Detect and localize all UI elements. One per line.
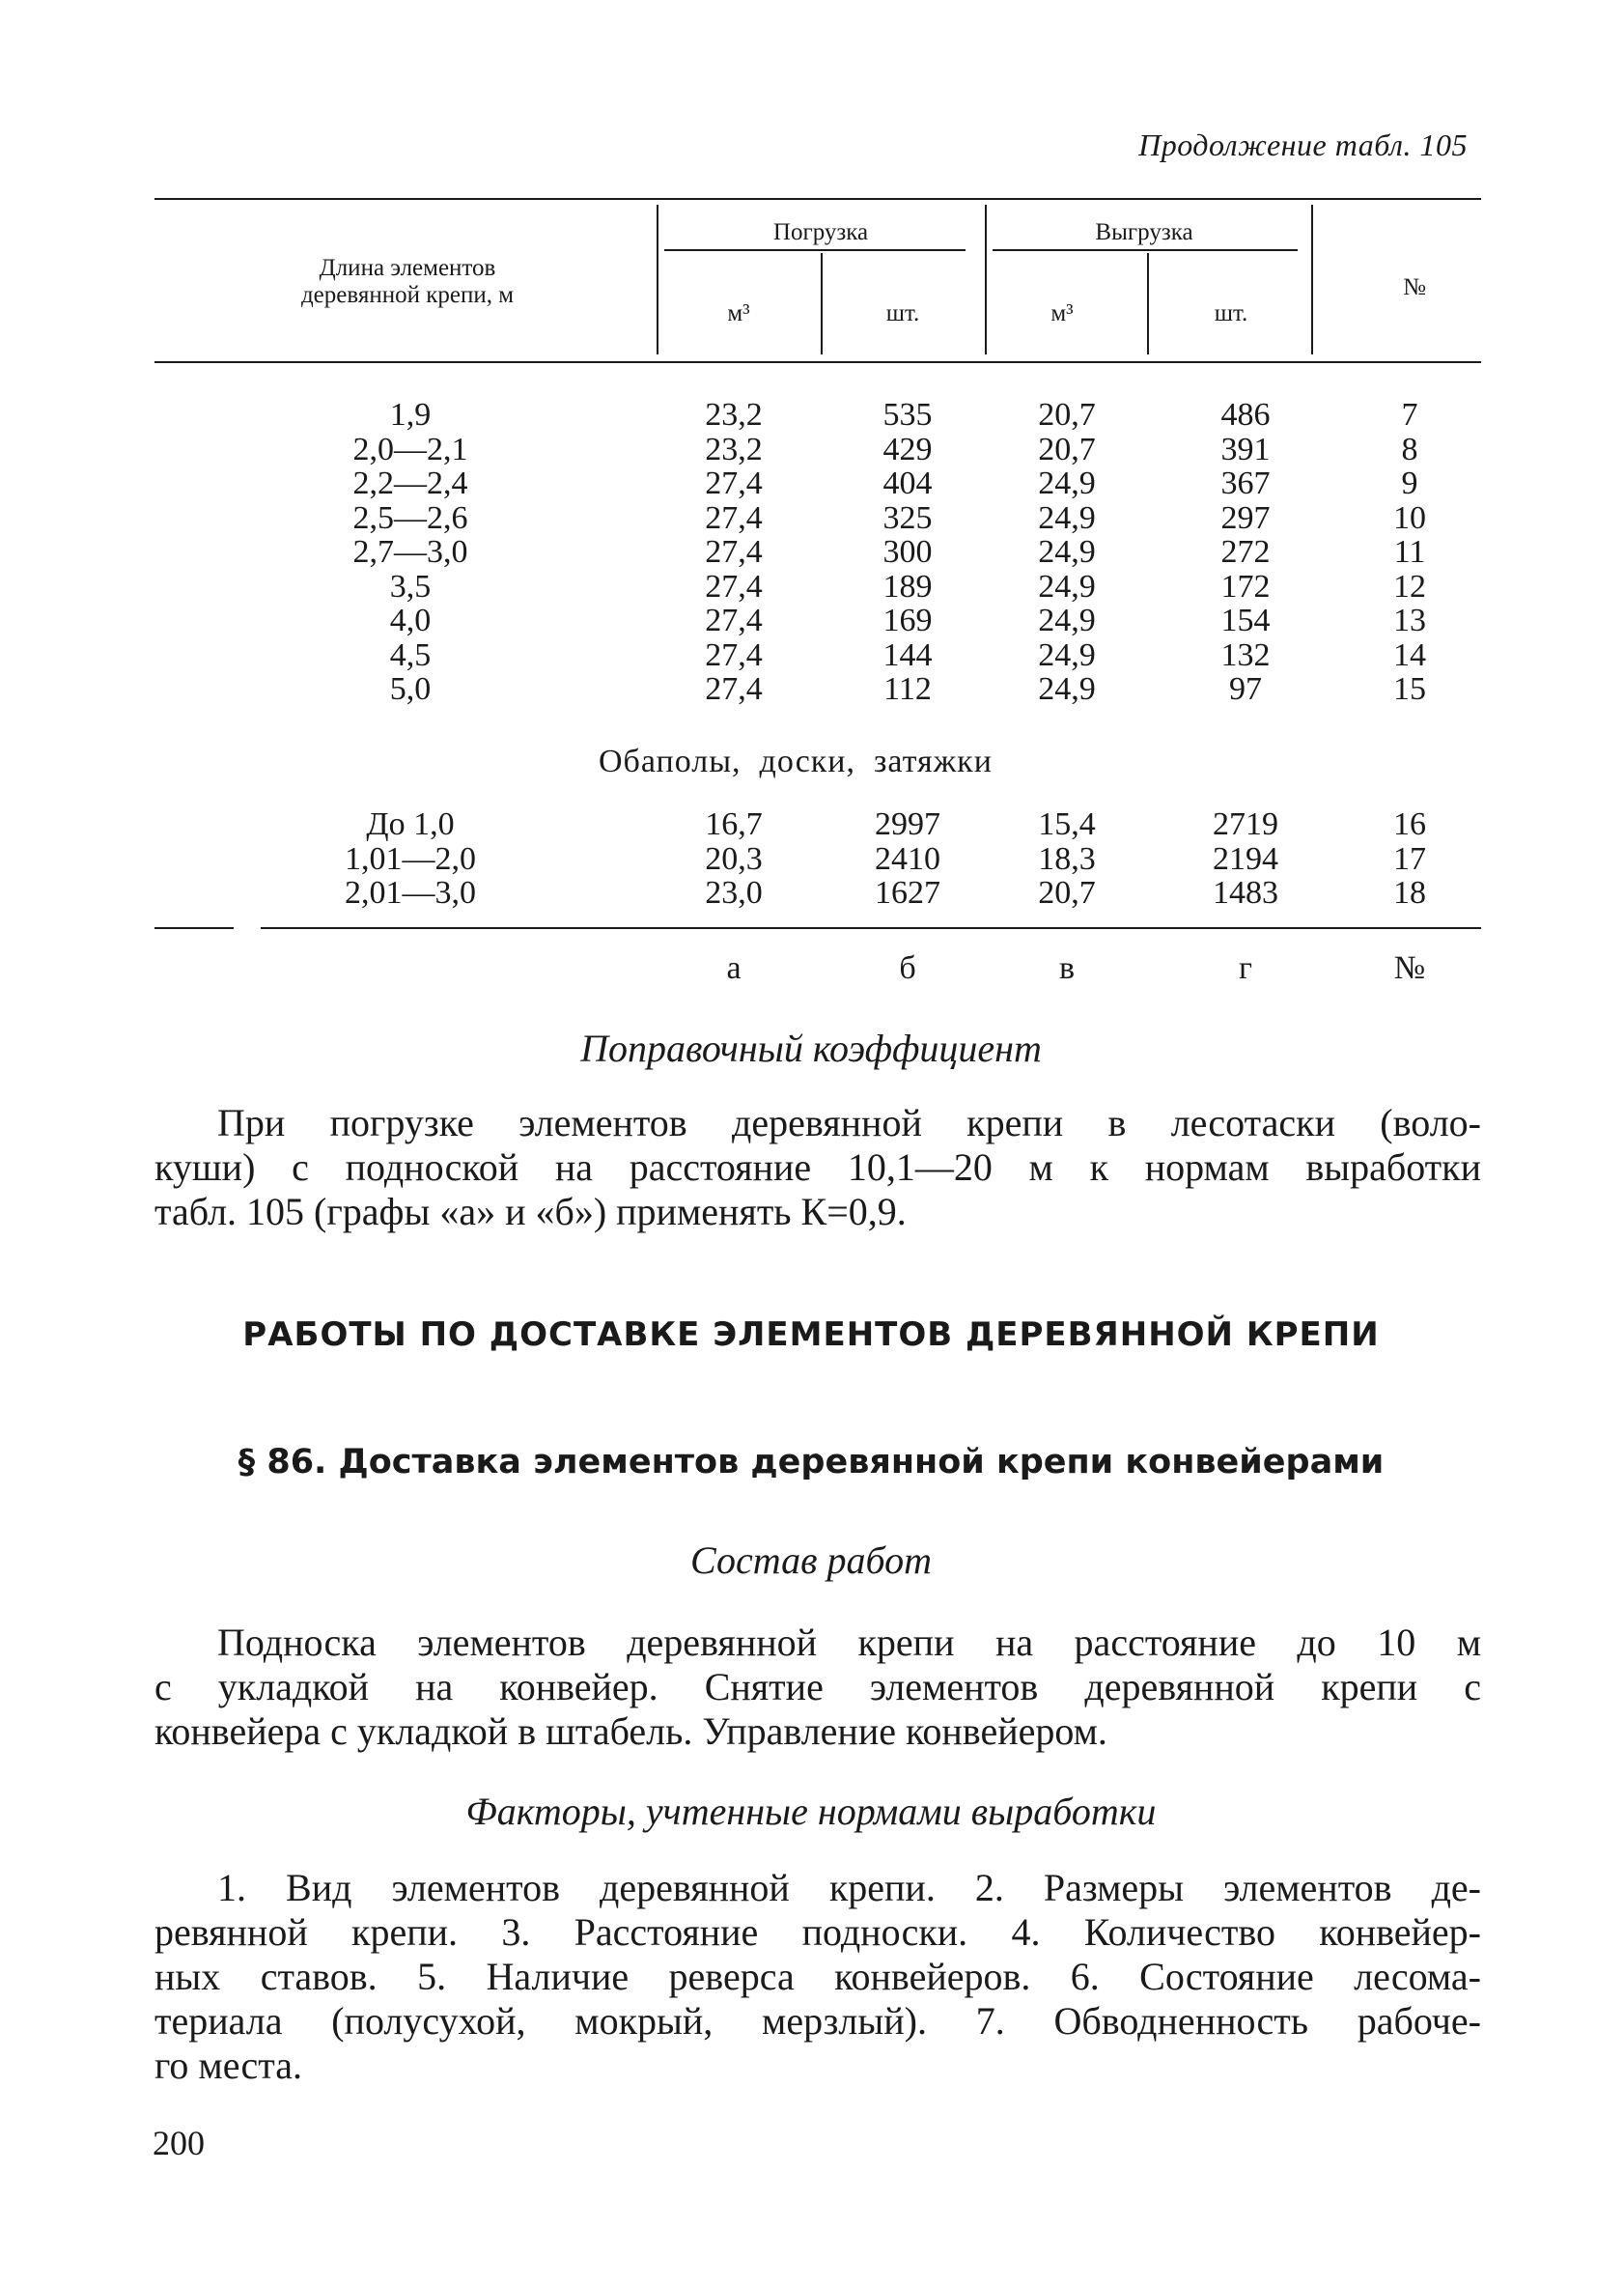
- unloading-group-rule: [993, 249, 1298, 251]
- text-line: Подноска элементов деревянной крепи на расстояние до 10 м: [217, 1621, 1481, 1664]
- text-line: ревянной крепи. 3. Расстояние подноски. 4. Количество конвейер-: [154, 1910, 1481, 1954]
- table-cell-n: 17: [1393, 840, 1426, 877]
- table-cell-n: 10: [1393, 499, 1426, 536]
- table-cell-a: 23,0: [705, 875, 763, 911]
- text-line: При погрузке элементов деревянной крепи в лесотаски (воло-: [217, 1101, 1481, 1144]
- table-cell-len: 1,01—2,0: [345, 840, 476, 877]
- table-cell-len: 2,0—2,1: [352, 431, 468, 467]
- table-cell-n: 13: [1393, 603, 1426, 638]
- table-cell-g: 132: [1220, 636, 1271, 673]
- subsection-title: Обаполы, доски, затяжки: [599, 744, 993, 779]
- table-cell-g: 97: [1229, 671, 1262, 707]
- table-cell-len: 1,9: [389, 397, 432, 433]
- table-cell-len: 2,2—2,4: [352, 465, 468, 501]
- table-cell-a: 16,7: [705, 806, 763, 842]
- table-cell-b: 2997: [875, 806, 940, 842]
- header-divider: [821, 253, 823, 354]
- table-header-bottom-rule: [154, 361, 1481, 363]
- footer-col-a: а: [726, 950, 742, 986]
- table-cell-a: 27,4: [705, 636, 763, 673]
- header-loading-pcs: шт.: [885, 300, 920, 326]
- table-cell-a: 27,4: [705, 671, 763, 707]
- table-cell-g: 272: [1220, 534, 1271, 570]
- table-cell-b: 144: [882, 636, 933, 673]
- table-cell-n: 15: [1393, 671, 1426, 707]
- table-cell-len: До 1,0: [366, 806, 455, 842]
- table-cell-g: 154: [1220, 603, 1271, 638]
- table-cell-b: 1627: [875, 875, 940, 911]
- header-divider: [985, 205, 987, 354]
- header-unloading: Выгрузка: [1095, 219, 1193, 245]
- table-cell-v: 20,7: [1038, 431, 1096, 467]
- table-cell-b: 189: [882, 568, 933, 605]
- table-cell-n: 14: [1393, 636, 1426, 673]
- table-cell-len: 3,5: [389, 568, 432, 605]
- table-cell-a: 27,4: [705, 465, 763, 501]
- factors-paragraph: [154, 1866, 1481, 2088]
- section-heading: РАБОТЫ ПО ДОСТАВКЕ ЭЛЕМЕНТОВ ДЕРЕВЯННОЙ КРЕПИ: [242, 1315, 1380, 1354]
- table-cell-v: 24,9: [1038, 534, 1096, 570]
- table-cell-b: 535: [882, 397, 933, 433]
- page-number: 200: [153, 2124, 205, 2162]
- table-cell-b: 2410: [875, 840, 940, 877]
- table-top-rule: [154, 198, 1481, 200]
- table-cell-v: 24,9: [1038, 568, 1096, 605]
- composition-paragraph: [154, 1621, 1481, 1754]
- table-cell-v: 24,9: [1038, 465, 1096, 501]
- footer-col-v: в: [1058, 950, 1076, 986]
- table-cell-n: 9: [1401, 465, 1418, 501]
- header-loading: Погрузка: [772, 219, 869, 245]
- text-line: куши) с подноской на расстояние 10,1—20 м к нормам выработки: [154, 1145, 1481, 1189]
- table-cell-b: 404: [882, 465, 933, 501]
- table-cell-g: 297: [1220, 499, 1271, 536]
- table-cell-b: 112: [883, 671, 932, 707]
- footer-col-g: г: [1239, 950, 1252, 986]
- table-cell-n: 18: [1393, 875, 1426, 911]
- table-cell-a: 27,4: [705, 603, 763, 638]
- table-cell-b: 169: [882, 603, 933, 638]
- table-cell-v: 15,4: [1038, 806, 1096, 842]
- header-divider: [1147, 253, 1149, 354]
- table-cell-b: 325: [882, 499, 933, 536]
- table-cell-n: 7: [1401, 397, 1418, 433]
- header-number: №: [1403, 274, 1426, 300]
- table-cell-v: 18,3: [1038, 840, 1096, 877]
- text-line: 1. Вид элементов деревянной крепи. 2. Размеры элементов де-: [217, 1866, 1481, 1909]
- text-line: ных ставов. 5. Наличие реверса конвейеров. 6. Состояние лесома-: [154, 1955, 1481, 1998]
- table-cell-v: 20,7: [1038, 397, 1096, 433]
- header-unloading-m3: м³: [1050, 300, 1074, 326]
- footer-col-number: №: [1393, 950, 1426, 986]
- table-cell-g: 2194: [1213, 840, 1278, 877]
- table-cell-a: 23,2: [705, 397, 763, 433]
- correction-paragraph: [154, 1101, 1481, 1234]
- table-cell-v: 24,9: [1038, 603, 1096, 638]
- correction-title: Поправочный коэффициент: [580, 1027, 1042, 1070]
- table-cell-len: 2,7—3,0: [352, 534, 468, 570]
- table-cell-a: 23,2: [705, 431, 763, 467]
- table-cell-v: 24,9: [1038, 636, 1096, 673]
- table-cell-n: 11: [1393, 534, 1426, 570]
- table-cell-a: 27,4: [705, 534, 763, 570]
- table-bottom-rule-right: [261, 927, 1481, 929]
- table-cell-g: 1483: [1213, 875, 1278, 911]
- table-cell-v: 24,9: [1038, 671, 1096, 707]
- paragraph-heading: § 86. Доставка элементов деревянной крепи конвейерами: [238, 1443, 1385, 1481]
- table-cell-len: 4,0: [389, 603, 432, 638]
- text-line: табл. 105 (графы «а» и «б») применять К=0,9.: [154, 1190, 907, 1233]
- table-cell-a: 27,4: [705, 568, 763, 605]
- table-cell-v: 24,9: [1038, 499, 1096, 536]
- table-cell-b: 300: [882, 534, 933, 570]
- header-divider: [657, 205, 658, 354]
- table-cell-len: 2,5—2,6: [352, 499, 468, 536]
- table-continuation-caption: Продолжение табл. 105: [1138, 127, 1468, 162]
- composition-title: Состав работ: [690, 1538, 932, 1582]
- loading-group-rule: [664, 249, 966, 251]
- table-cell-n: 12: [1393, 568, 1426, 605]
- table-cell-g: 486: [1220, 397, 1271, 433]
- table-cell-len: 4,5: [389, 636, 432, 673]
- table-cell-g: 391: [1220, 431, 1271, 467]
- table-cell-len: 2,01—3,0: [345, 875, 476, 911]
- header-loading-m3: м³: [727, 300, 750, 326]
- header-length: Длина элементов деревянной крепи, м: [300, 255, 515, 308]
- table-cell-g: 2719: [1213, 806, 1278, 842]
- table-cell-n: 16: [1393, 806, 1426, 842]
- text-line: го места.: [154, 2044, 302, 2087]
- table-cell-g: 172: [1220, 568, 1271, 605]
- table-cell-b: 429: [882, 431, 933, 467]
- text-line: териала (полусухой, мокрый, мерзлый). 7. Обводненность рабоче-: [154, 1999, 1481, 2043]
- table-cell-g: 367: [1220, 465, 1271, 501]
- table-bottom-rule-left: [154, 927, 234, 929]
- text-line: конвейера с укладкой в штабель. Управление конвейером.: [154, 1709, 1107, 1753]
- table-cell-n: 8: [1401, 431, 1418, 467]
- header-divider: [1311, 205, 1313, 354]
- footer-col-b: б: [899, 950, 916, 986]
- table-cell-a: 27,4: [705, 499, 763, 536]
- table-cell-v: 20,7: [1038, 875, 1096, 911]
- table-cell-len: 5,0: [389, 671, 432, 707]
- text-line: с укладкой на конвейер. Снятие элементов деревянной крепи с: [154, 1665, 1481, 1708]
- table-cell-a: 20,3: [705, 840, 763, 877]
- header-unloading-pcs: шт.: [1214, 300, 1248, 326]
- factors-title: Факторы, учтенные нормами выработки: [465, 1790, 1157, 1833]
